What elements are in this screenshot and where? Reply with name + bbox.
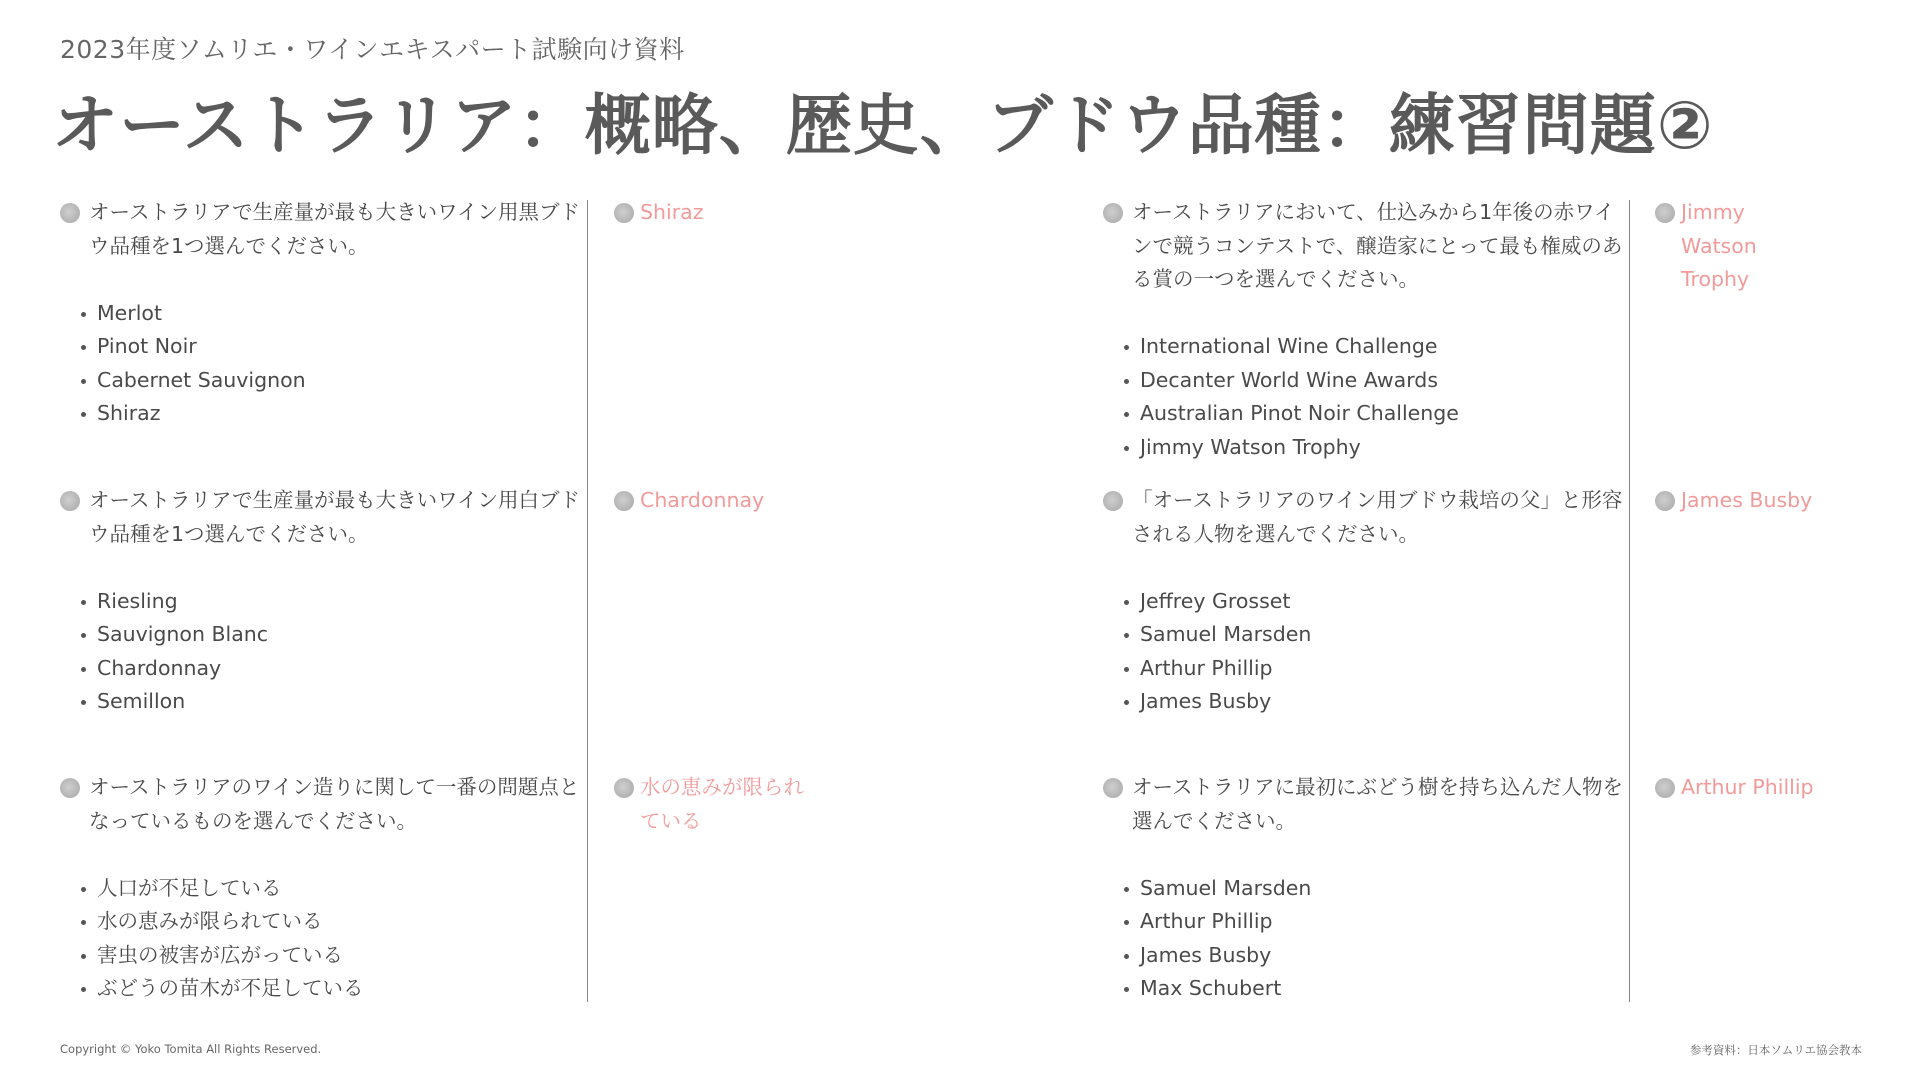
- bullet-dot-icon: [1103, 203, 1123, 223]
- answer-text: 水の恵みが限られている: [640, 775, 804, 833]
- answer-2: [614, 484, 814, 518]
- bullet-dot-icon: [60, 203, 80, 223]
- option-item: Arthur Phillip: [1123, 905, 1623, 939]
- bullet-dot-icon: [60, 491, 80, 511]
- question-card-1: [60, 196, 580, 431]
- divider-right: [1629, 200, 1630, 1002]
- answer-text: James Busby: [1681, 488, 1813, 512]
- question-text: オーストラリアに最初にぶどう樹を持ち込んだ人物を選んでください。: [1132, 775, 1623, 833]
- options-list: [1103, 330, 1623, 464]
- answer-text: Arthur Phillip: [1681, 775, 1814, 799]
- options-list: [60, 297, 580, 431]
- bullet-dot-icon: [60, 778, 80, 798]
- option-item: Samuel Marsden: [1123, 872, 1623, 906]
- bullet-dot-icon: [1103, 491, 1123, 511]
- option-item: Pinot Noir: [80, 330, 580, 364]
- option-item: 害虫の被害が広がっている: [80, 939, 580, 973]
- question-card-3: [60, 771, 580, 1006]
- option-item: International Wine Challenge: [1123, 330, 1623, 364]
- question-text: オーストラリアのワイン造りに関して一番の問題点となっているものを選んでください。: [89, 775, 580, 833]
- question-card-2: [60, 484, 580, 719]
- option-item: Decanter World Wine Awards: [1123, 364, 1623, 398]
- options-list: [60, 872, 580, 1006]
- question-card-4: [1103, 196, 1623, 464]
- answer-1: [614, 196, 814, 230]
- answer-5: [1655, 484, 1875, 518]
- bullet-dot-icon: [1103, 778, 1123, 798]
- question-text: 「オーストラリアのワイン用ブドウ栽培の父」と形容される人物を選んでください。: [1132, 488, 1623, 546]
- question-text: オーストラリアで生産量が最も大きいワイン用黒ブドウ品種を1つ選んでください。: [89, 200, 580, 258]
- bullet-dot-icon: [1655, 778, 1675, 798]
- answer-text: Jimmy Watson Trophy: [1681, 200, 1757, 291]
- bullet-dot-icon: [1655, 203, 1675, 223]
- answer-3: [614, 771, 814, 838]
- option-item: Chardonnay: [80, 652, 580, 686]
- question-card-5: [1103, 484, 1623, 719]
- option-item: Sauvignon Blanc: [80, 618, 580, 652]
- option-item: Shiraz: [80, 397, 580, 431]
- reference-source: 参考資料：日本ソムリエ協会教本: [1689, 1043, 1862, 1057]
- copyright: Copyright © Yoko Tomita All Rights Reserved.: [60, 1042, 322, 1056]
- option-item: Riesling: [80, 585, 580, 619]
- option-item: Semillon: [80, 685, 580, 719]
- answer-4: [1655, 196, 1825, 297]
- option-item: Merlot: [80, 297, 580, 331]
- bullet-dot-icon: [1655, 491, 1675, 511]
- page-title: オーストラリア：概略、歴史、ブドウ品種：練習問題②: [52, 87, 1714, 164]
- question-text: オーストラリアで生産量が最も大きいワイン用白ブドウ品種を1つ選んでください。: [89, 488, 580, 546]
- answer-text: Shiraz: [640, 200, 704, 224]
- bullet-dot-icon: [614, 778, 634, 798]
- question-card-6: [1103, 771, 1623, 1006]
- option-item: Jimmy Watson Trophy: [1123, 431, 1623, 465]
- option-item: James Busby: [1123, 685, 1623, 719]
- option-item: Jeffrey Grosset: [1123, 585, 1623, 619]
- option-item: Samuel Marsden: [1123, 618, 1623, 652]
- answer-text: Chardonnay: [640, 488, 765, 512]
- options-list: [1103, 585, 1623, 719]
- option-item: James Busby: [1123, 939, 1623, 973]
- option-item: Arthur Phillip: [1123, 652, 1623, 686]
- question-text: オーストラリアにおいて、仕込みから1年後の赤ワインで競うコンテストで、醸造家にとって最も権威のある賞の一つを選んでください。: [1132, 200, 1623, 291]
- divider-left: [587, 200, 588, 1002]
- option-item: Cabernet Sauvignon: [80, 364, 580, 398]
- options-list: [60, 585, 580, 719]
- option-item: Australian Pinot Noir Challenge: [1123, 397, 1623, 431]
- subtitle: 2023年度ソムリエ・ワインエキスパート試験向け資料: [60, 35, 685, 64]
- option-item: 水の恵みが限られている: [80, 905, 580, 939]
- answer-6: [1655, 771, 1875, 805]
- bullet-dot-icon: [614, 491, 634, 511]
- bullet-dot-icon: [614, 203, 634, 223]
- option-item: ぶどうの苗木が不足している: [80, 972, 580, 1006]
- option-item: Max Schubert: [1123, 972, 1623, 1006]
- option-item: 人口が不足している: [80, 872, 580, 906]
- options-list: [1103, 872, 1623, 1006]
